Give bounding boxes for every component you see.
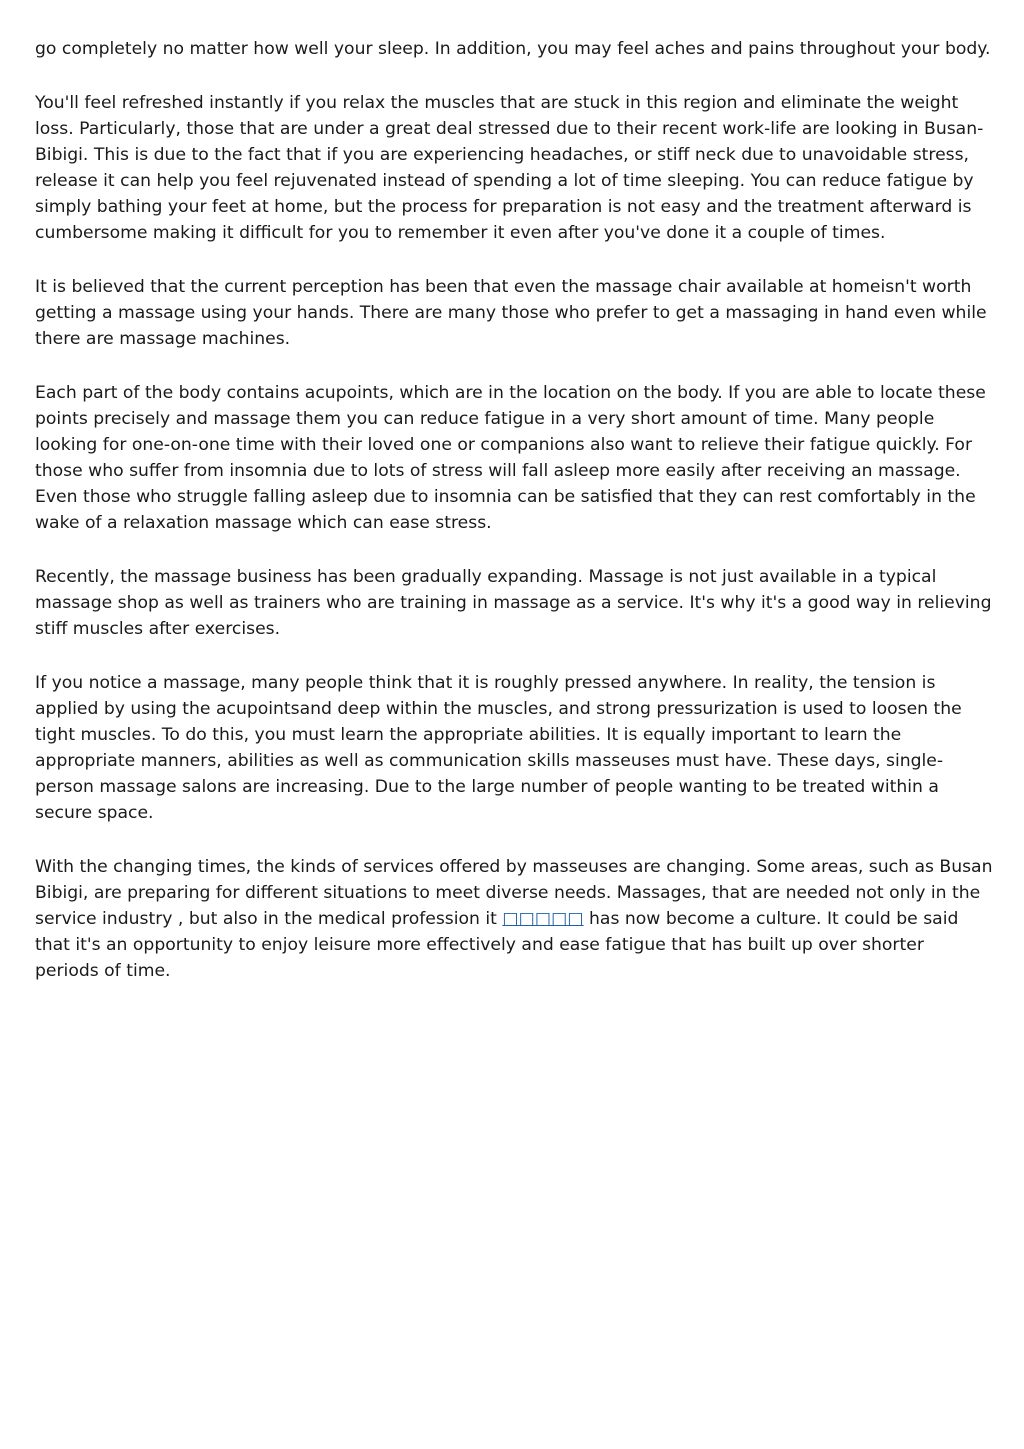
paragraph-7-text-before: With the changing times, the kinds of services offered by masseuses are changing. Some areas, such as Busan Bibigi, are preparing for different situations to meet diverse needs. Massages, that are needed not only in the service industry , but also in the medical profession it	[35, 857, 993, 929]
paragraph-7	[35, 854, 993, 984]
paragraph-5: Recently, the massage business has been gradually expanding. Massage is not just available in a typical massage shop as well as trainers who are training in massage as a service. It's why it's a good way in relieving stiff muscles after exercises.	[35, 567, 992, 639]
paragraph-7-text-after: has now become a culture. It could be said that it's an opportunity to enjoy leisure more effectively and ease fatigue that has built up over shorter periods of time.	[35, 909, 959, 981]
paragraph-4: Each part of the body contains acupoints, which are in the location on the body. If you are able to locate these points precisely and massage them you can reduce fatigue in a very short amount of time. Many people looking for one-on-one time with their loved one or companions also want to relieve their fatigue quickly. For those who suffer from insomnia due to lots of stress will fall asleep more easily after receiving an massage. Even those who struggle falling asleep due to insomnia can be satisfied that they can rest comfortably in the wake of a relaxation massage which can ease stress.	[35, 383, 986, 533]
document-body	[35, 36, 993, 1012]
paragraph-3: It is believed that the current perception has been that even the massage chair available at homeisn't worth getting a massage using your hands. There are many those who prefer to get a massaging in hand even while there are massage machines.	[35, 277, 987, 349]
inline-link[interactable]: □□□□□	[502, 909, 584, 929]
paragraph-6: If you notice a massage, many people think that it is roughly pressed anywhere. In reality, the tension is applied by using the acupointsand deep within the muscles, and strong pressurization is used to loosen the tight muscles. To do this, you must learn the appropriate abilities. It is equally important to learn the appropriate manners, abilities as well as communication skills masseuses must have. These days, single-person massage salons are increasing. Due to the large number of people wanting to be treated within a secure space.	[35, 673, 962, 823]
paragraph-1: go completely no matter how well your sleep. In addition, you may feel aches and pains throughout your body.	[35, 39, 991, 59]
paragraph-2: You'll feel refreshed instantly if you relax the muscles that are stuck in this region and eliminate the weight loss. Particularly, those that are under a great deal stressed due to their recent work-life are looking in Busan-Bibigi. This is due to the fact that if you are experiencing headaches, or stiff neck due to unavoidable stress, release it can help you feel rejuvenated instead of spending a lot of time sleeping. You can reduce fatigue by simply bathing your feet at home, but the process for preparation is not easy and the treatment afterward is cumbersome making it difficult for you to remember it even after you've done it a couple of times.	[35, 93, 984, 243]
